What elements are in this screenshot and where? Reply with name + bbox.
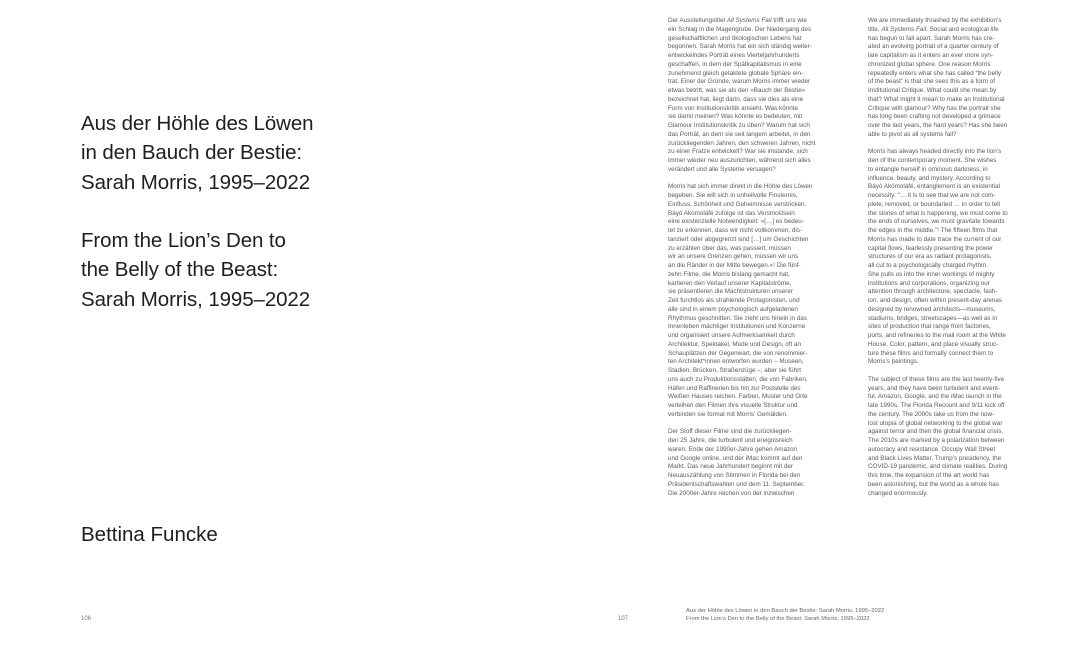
text-line: Glamour Institutionskritik zu üben? Warum hat sich xyxy=(668,122,810,129)
text-line: this time, the expansion of the art world has xyxy=(868,472,990,479)
text-line: influence, beauty, and mystery. According to xyxy=(868,174,991,182)
text-line: ated an evolving portrait of a quarter century of xyxy=(868,43,999,51)
text-line: Form von Institutionskritik ansieht. Was könnte xyxy=(668,104,798,112)
text-line: waren. Ende der 1990er-Jahre gehen Amazon xyxy=(668,445,798,453)
text-line: Präsidentschaftswahlen und dem 11. September. xyxy=(668,480,805,488)
text-line: zehn Filme, die Morris bislang gemacht hat, xyxy=(668,270,790,278)
text-line: tet zu erkennen, dass wir nicht vollkommen, dis- xyxy=(668,227,803,234)
paragraph xyxy=(668,183,856,419)
text-line: the edges in the middle.”¹ The fifteen films that xyxy=(868,227,998,234)
text-line: Einfluss, Schönheit und Geheimnisse verstricken. xyxy=(668,200,807,208)
text-line: ports, and refineries to the mail room at the White xyxy=(868,332,1006,339)
text-line: against terror and then the global financial crisis. xyxy=(868,428,1004,436)
title-line: the Belly of the Beast: xyxy=(81,258,279,282)
text-line: das Porträt, an dem sie seit langem arbeitet, in den xyxy=(668,130,811,138)
text-line: verleihen den Filmen ihre visuelle Struktur und xyxy=(668,402,798,409)
text-line: immer wieder neu auszurichten, während sich alles xyxy=(668,157,811,164)
text-line: years, and they have been turbulent and event- xyxy=(868,384,1000,392)
text-line: ion, and design, often within present-day arenas xyxy=(868,297,1003,304)
text-line: has begun to fall apart. Sarah Morris has cre- xyxy=(868,34,995,42)
text-line: begeben. Sie will sich in unheilvolle Finsternis, xyxy=(668,192,798,199)
text-line: verändert und alle Systeme versagen? xyxy=(668,165,776,173)
text-line: Neuauszählung von Stimmen in Florida bei den xyxy=(668,472,801,479)
text-line: kartieren den Verlauf unserer Kapitalströme, xyxy=(668,279,792,287)
text-line: an die Ränder in der Mitte bewegen.«¹ Die fünf- xyxy=(668,262,801,269)
text-line: ten Architekt*innen entworfen wurden – Museen, xyxy=(668,358,804,366)
text-line: Weißen Hauses reichen. Farben, Muster und Orte xyxy=(668,393,808,401)
text-line: ein Schlag in die Magengrube. Der Niedergang des xyxy=(668,25,812,33)
text-line: und Google online, und der iMac kommt auf den xyxy=(668,454,803,462)
text-line: entwickelndes Porträt eines Vierteljahrhunderts xyxy=(668,52,800,59)
german-text-column xyxy=(668,17,856,507)
text-line: of the beast” is that she sees this as a form of xyxy=(868,78,996,86)
text-line: and Black Lives Matter, Trump’s presidency, the xyxy=(868,454,1002,462)
text-line: sie präsentieren die Machtstrukturen unserer xyxy=(668,288,793,296)
text-line: tanziert oder abgegrenzt sind […] um Geschichten xyxy=(668,235,809,243)
text-line: Markt. Das neue Jahrhundert beginnt mit der xyxy=(668,463,793,471)
text-line: uns auch zu Produktionsstätten, die von Fabriken, xyxy=(668,375,808,383)
text-line: den of the contemporary moment. She wishes xyxy=(868,157,997,164)
paragraph xyxy=(868,376,1048,499)
text-line: designed by renowned architects—museums, xyxy=(868,305,996,313)
text-line: verbinden sie formal mit Morris’ Gemälden. xyxy=(668,410,788,418)
text-line: plete, removed, or boundaried … in order to tell xyxy=(868,200,1000,208)
title-line: Aus der Höhle des Löwen xyxy=(81,112,314,135)
text-line: Die 2000er-Jahre reichen von der inzwischen xyxy=(668,489,795,497)
text-line: Stadien, Brücken, Straßenzüge –; aber sie führt xyxy=(668,367,802,374)
text-line: Báyò Akómoláfé zufolge ist das Verstricktsein xyxy=(668,209,795,217)
text-line: trat. Einer der Gründe, warum Morris immer wieder xyxy=(668,78,811,86)
text-line: We are immediately thrashed by the exhibition’s xyxy=(868,17,1002,24)
text-line: attention through architecture, spectacle, fash- xyxy=(868,288,998,296)
running-footer xyxy=(686,608,884,623)
text-line: lost utopia of global networking to the global war xyxy=(868,419,1003,427)
text-line: und organisiert unsere Aufmerksamkeit durch xyxy=(668,332,795,339)
title-line: Sarah Morris, 1995–2022 xyxy=(81,170,311,194)
english-text-column xyxy=(868,17,1048,507)
text-line: wir an unsere Grenzen gehen, müssen wir uns xyxy=(668,253,799,261)
text-line: institutions and corporations, organizing our xyxy=(868,279,990,287)
text-line: late 1990s. The Florida Recount and 9/11 kick off xyxy=(868,402,1005,409)
text-line: Häfen und Raffinerien bis hin zur Poststelle des xyxy=(668,384,801,392)
paragraph xyxy=(668,17,856,175)
paragraph xyxy=(668,428,856,498)
running-footer-german: Aus der Höhle des Löwen in den Bauch der Bestie: Sarah Morris, 1995–2022 xyxy=(686,608,885,614)
text-line: Morris has always headed directly into the lion’s xyxy=(868,148,1002,156)
text-line: zu erzählen über das, was passiert, müssen xyxy=(668,244,791,252)
text-line: has long been crafting not developed a grimace xyxy=(868,113,1001,121)
text-line: eine existenzielle Notwendigkeit: »[…] es bedeu- xyxy=(668,218,804,226)
text-line: zu einer Fratze entwickelt? War sie imstande, sich xyxy=(668,148,808,156)
text-line: Institutional Critique. What could she mean by xyxy=(868,87,997,94)
text-line: repeatedly enters what she has called “the belly xyxy=(868,69,1002,77)
text-line: COVID-19 pandemic, and climate realities. During xyxy=(868,463,1008,471)
text-line: Der Ausstellungstitel All Systems Fail trifft uns wie xyxy=(668,17,807,24)
text-line: that? What might it mean to make an Institutional xyxy=(868,95,1005,103)
text-line: ful. Amazon, Google, and the iMac launch in the xyxy=(868,393,1002,401)
text-line: geschaffen, in dem der Spätkapitalismus in eine xyxy=(668,60,802,68)
text-line: Morris hat sich immer direkt in die Höhle des Löwen xyxy=(668,183,813,191)
page-number-right: 107 xyxy=(618,616,629,622)
text-line: etwas betritt, was sie als den »Bauch der Bestie« xyxy=(668,87,806,94)
text-line: over the last years, the hard years? Has she been xyxy=(868,122,1008,129)
text-line: begonnen. Sarah Morris hat ein sich ständig weiter- xyxy=(668,43,812,51)
text-line: zunehmend gleich getaktete globale Sphäre ein- xyxy=(668,69,804,77)
text-line: bezeichnet hat, liegt darin, dass sie dies als eine xyxy=(668,95,804,103)
text-line: title, All Systems Fail. Social and ecological life xyxy=(868,25,999,33)
text-line: House. Color, pattern, and place visually struc- xyxy=(868,340,999,348)
text-line: able to pivot as all systems fail? xyxy=(868,130,957,138)
text-line: Morris’s paintings. xyxy=(868,358,919,366)
text-line: structures of our era as radiant protagonists, xyxy=(868,253,992,261)
text-line: to entangle herself in ominous darkness, in xyxy=(868,165,988,173)
text-line: Innenleben mächtiger Institutionen und Konzerne xyxy=(668,323,806,331)
text-line: late capitalism as it enters an ever more syn- xyxy=(868,52,993,59)
text-line: stadiums, bridges, streetscapes—as well as in xyxy=(868,314,998,322)
text-line: The 2010s are marked by a polarization between xyxy=(868,437,1005,444)
text-line: Rhythmus geschnitten. Sie zieht uns hinein in das xyxy=(668,314,807,322)
title-line: in den Bauch der Bestie: xyxy=(81,141,302,165)
text-line: changed enormously. xyxy=(868,489,928,497)
author-name: Bettina Funcke xyxy=(81,523,218,546)
text-line: capital flows, fearlessly presenting the power xyxy=(868,244,993,252)
text-line: den 25 Jahre, die turbulent und ereignisreich xyxy=(668,437,793,444)
running-footer-english: From the Lion’s Den to the Belly of the Beast: Sarah Morris, 1995–2022 xyxy=(686,615,870,622)
text-line: the ends of ourselves, we must gravitate towards xyxy=(868,218,1005,226)
text-line: Der Stoff dieser Filme sind die zurückliegen- xyxy=(668,428,792,436)
text-line: Architektur, Spektakel, Mode und Design, oft an xyxy=(668,340,802,348)
text-line: The subject of these films are the last twenty-five xyxy=(868,375,1005,383)
text-line: necessity: “… it is to see that we are not com- xyxy=(868,192,996,199)
text-line: chronized global sphere. One reason Morris xyxy=(868,60,991,68)
text-line: Zeit furchtlos als strahlende Protagonisten, und xyxy=(668,297,800,304)
text-line: gesellschaftlichen und ökologischen Lebens hat xyxy=(668,34,802,42)
text-line: the stories of what is happening, we must come to xyxy=(868,209,1008,217)
text-line: Báyò Akómoláfé, entanglement is an existential xyxy=(868,183,1000,191)
text-line: the century. The 2000s take us from the now- xyxy=(868,410,995,418)
title-line: Sarah Morris, 1995–2022 xyxy=(81,287,311,311)
text-line: ture these films and formally connect them to xyxy=(868,349,994,357)
left-page xyxy=(0,0,536,648)
paragraph xyxy=(868,148,1048,367)
text-line: sie damit meinen? Was könnte es bedeuten, mit xyxy=(668,113,803,121)
text-line: autocracy and resistance. Occupy Wall Street xyxy=(868,445,996,453)
text-line: alle sind in einem psychologisch aufgeladenen xyxy=(668,305,798,313)
text-line: been astonishing, but the world as a whole has xyxy=(868,480,999,488)
title-line: From the Lion’s Den to xyxy=(81,229,286,252)
text-line: Morris has made to date trace the current of our xyxy=(868,235,1002,243)
text-line: zurückliegenden Jahren, den schweren Jahren, nicht xyxy=(668,139,816,147)
page-number-left: 106 xyxy=(81,616,92,622)
text-line: sites of production that range from factories, xyxy=(868,323,991,331)
title-german xyxy=(81,109,313,197)
paragraph xyxy=(868,17,1048,140)
text-line: Critique with glamour? Why has the portrait she xyxy=(868,104,1001,112)
text-line: Schauplätzen der Gegenwart, die von renommier- xyxy=(668,349,808,357)
text-line: all cut to a psychologically charged rhythm. xyxy=(868,262,989,269)
text-line: She pulls us into the inner workings of mighty xyxy=(868,270,995,278)
title-english xyxy=(81,226,310,314)
